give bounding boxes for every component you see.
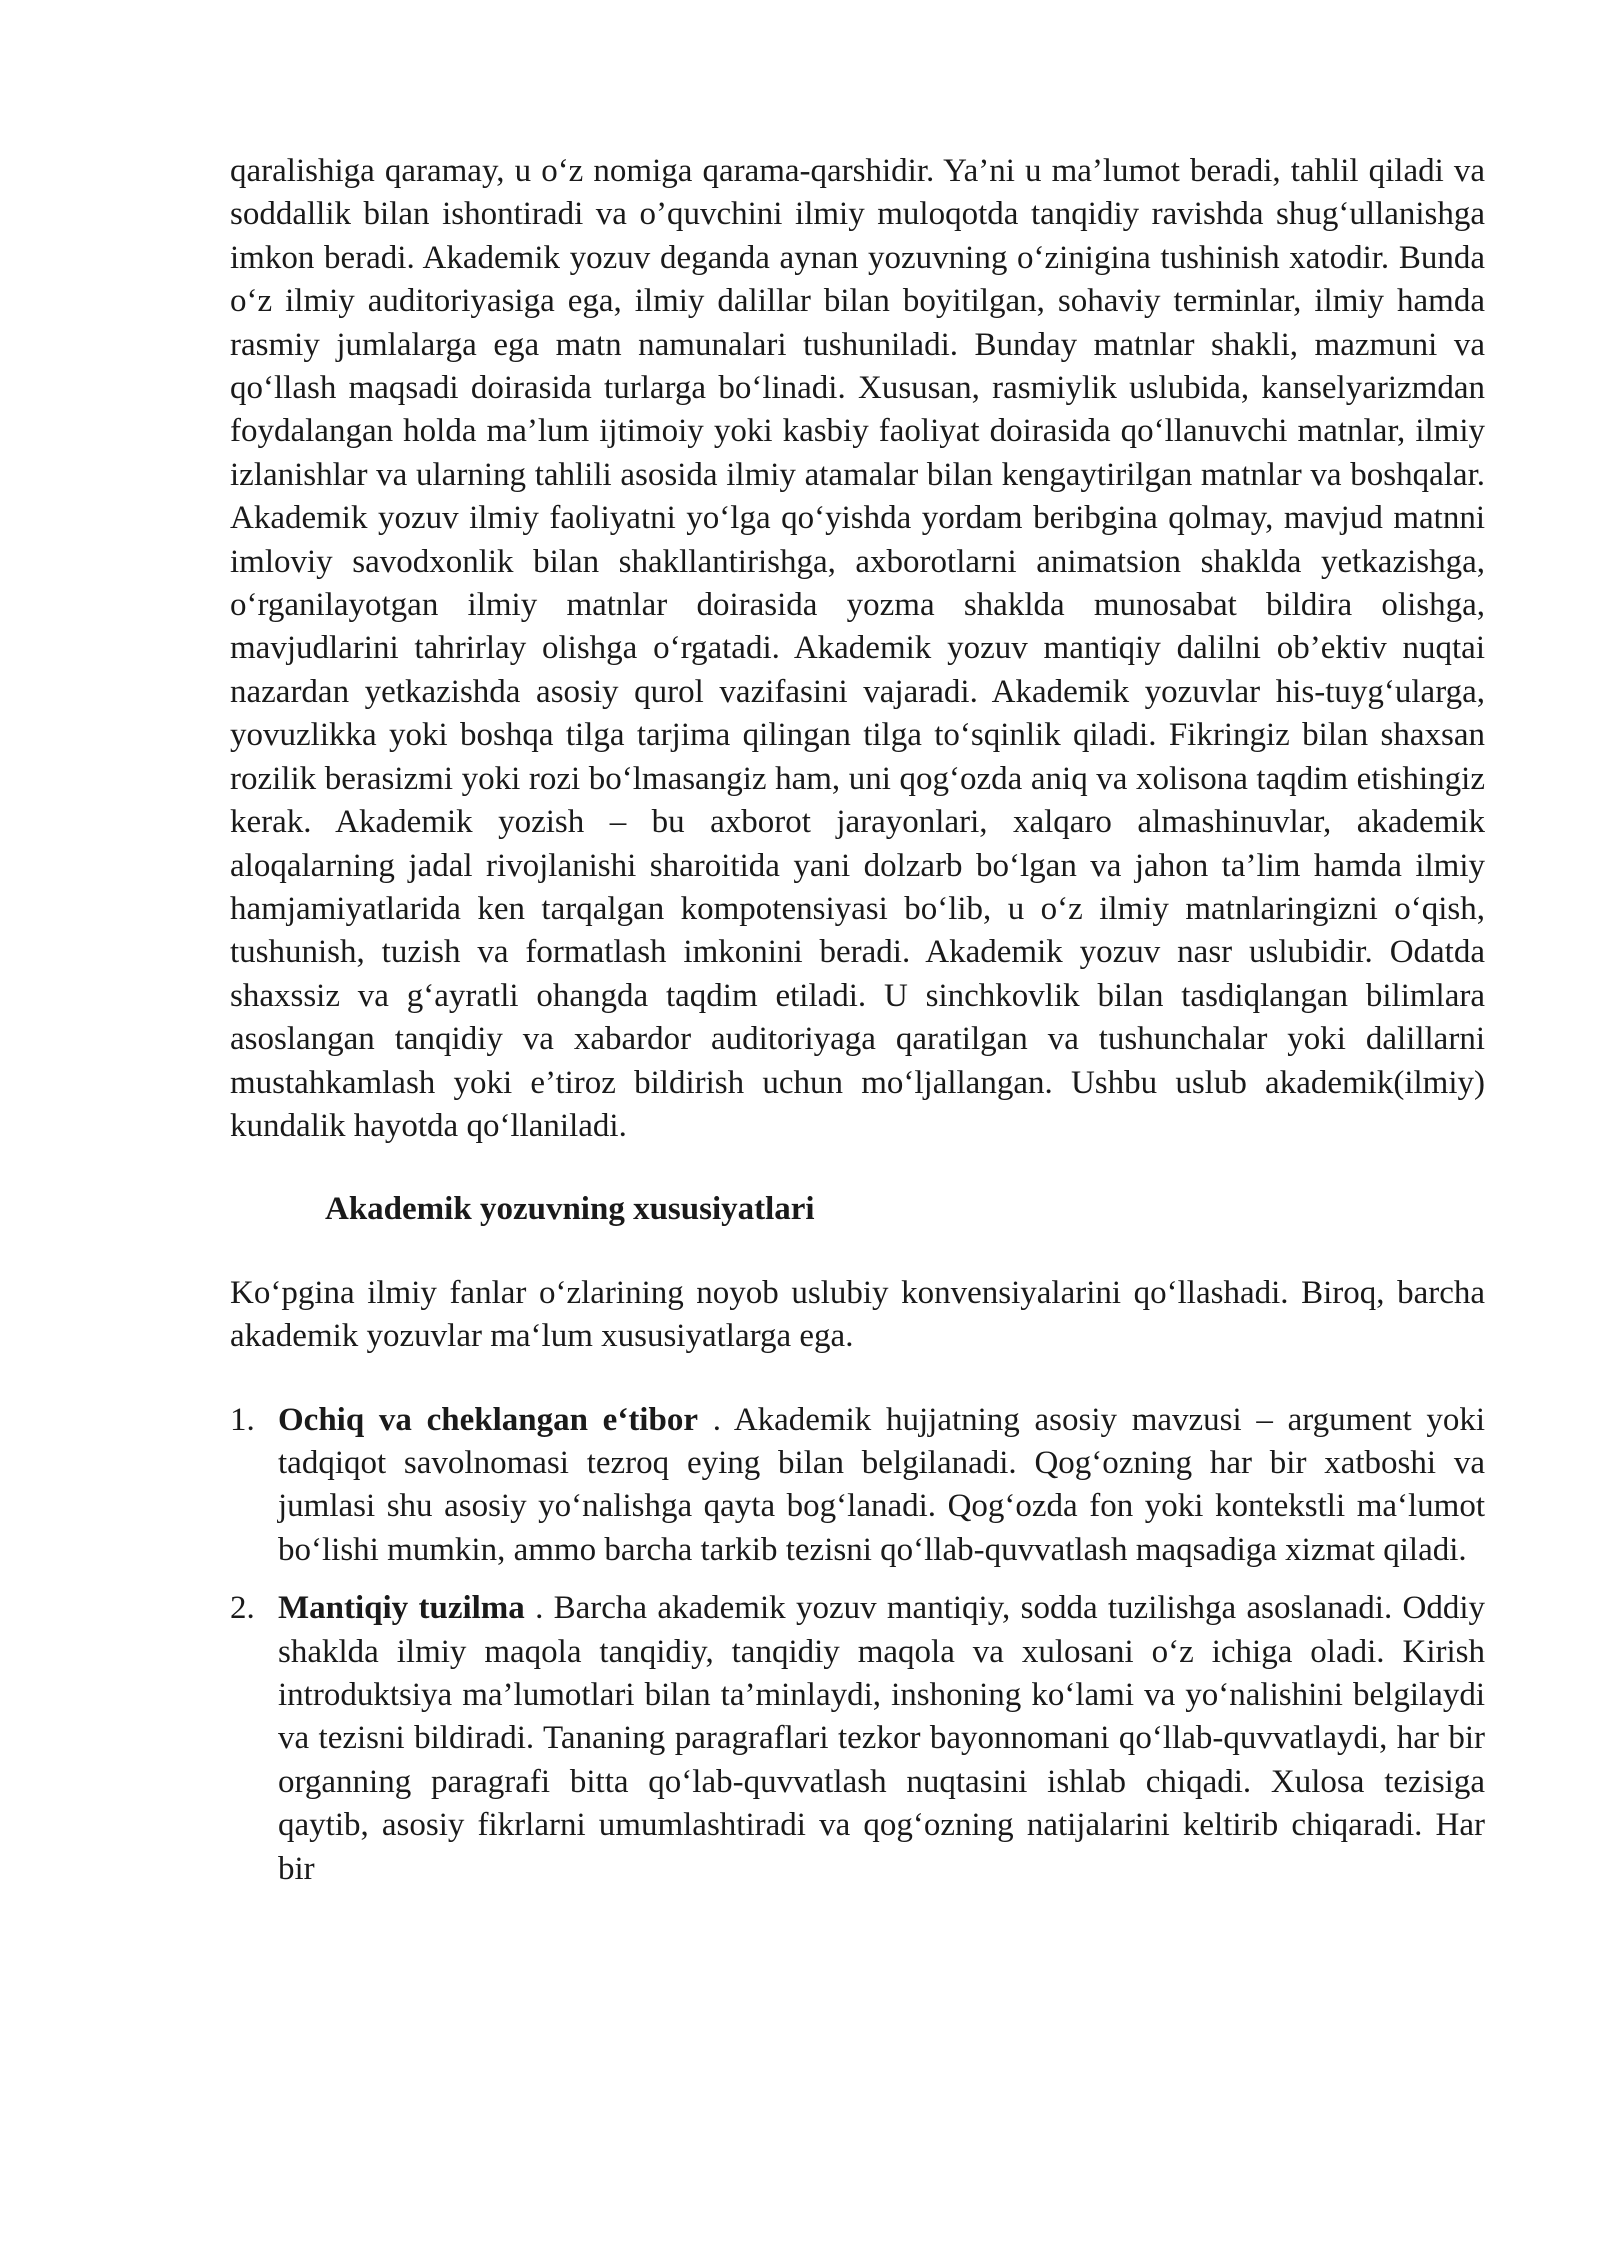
list-item-text: . Akademik hujjatning asosiy mavzusi – argument yoki tadqiqot savolnomasi tezroq eying bilan belgilanadi. Qog‘ozning har bir xatboshi va jumlasi shu asosiy yo‘nalishga qayta bog‘lanadi. Qog‘ozda fon yoki kontekstli ma‘lumot bo‘lishi mumkin, ammo barcha tarkib tezisni qo‘llab-quvvatlash maqsadiga xizmat qiladi. <box>278 1401 1485 1568</box>
list-item <box>230 1399 1485 1573</box>
list-item-text: . Barcha akademik yozuv mantiqiy, sodda tuzilishga asoslanadi. Oddiy shaklda ilmiy maqola tanqidiy, tanqidiy maqola va xulosani o‘z ichiga oladi. Kirish introduktsiya ma’lumotlari bilan ta’minlaydi, inshoning ko‘lami va yo‘nalishini belgilaydi va tezisni bildiradi. Tananing paragraflari tezkor bayonnomani qo‘llab-quvvatlaydi, har bir organning paragrafi bitta qo‘lab-quvvatlash nuqtasini ishlab chiqadi. Xulosa tezisiga qaytib, asosiy fikrlarni umumlashtiradi va qog‘ozning natijalarini keltirib chiqaradi. Har bir <box>278 1590 1485 1887</box>
list-item-number: 1. <box>230 1401 255 1438</box>
list-item <box>230 1587 1485 1891</box>
features-list <box>230 1399 1485 1891</box>
body-paragraph: qaralishiga qaramay, u o‘z nomiga qarama-qarshidir. Ya’ni u ma’lumot beradi, tahlil qiladi va soddallik bilan ishontiradi va o’quvchini ilmiy muloqotda tanqidiy ravishda shug‘ullanishga imkon beradi. Akademik yozuv deganda aynan yozuvning o‘zinigina tushinish xatodir. Bunda o‘z ilmiy auditoriyasiga ega, ilmiy dalillar bilan boyitilgan, sohaviy terminlar, ilmiy hamda rasmiy jumlalarga ega matn namunalari tushuniladi. Bunday matnlar shakli, mazmuni va qo‘llash maqsadi doirasida turlarga bo‘linadi. Xususan, rasmiylik uslubida, kanselyarizmdan foydalangan holda ma’lum ijtimoiy yoki kasbiy faoliyat doirasida qo‘llanuvchi matnlar, ilmiy izlanishlar va ularning tahlili asosida ilmiy atamalar bilan kengaytirilgan matnlar va boshqalar. Akademik yozuv ilmiy faoliyatni yo‘lga qo‘yishda yordam beribgina qolmay, mavjud matnni imloviy savodxonlik bilan shakllantirishga, axborotlarni animatsion shaklda yetkazishga, o‘rganilayotgan ilmiy matnlar doirasida yozma shaklda munosabat bildira olishga, mavjudlarini tahrirlay olishga o‘rgatadi. Akademik yozuv mantiqiy dalilni ob’ektiv nuqtai nazardan yetkazishda asosiy qurol vazifasini vajaradi. Akademik yozuvlar his-tuyg‘ularga, yovuzlikka yoki boshqa tilga tarjima qilingan tilga to‘sqinlik qiladi. Fikringiz bilan shaxsan rozilik berasizmi yoki rozi bo‘lmasangiz ham, uni qog‘ozda aniq va xolisona taqdim etishingiz kerak. Akademik yozish – bu axborot jarayonlari, xalqaro almashinuvlar, akademik aloqalarning jadal rivojlanishi sharoitida yani dolzarb bo‘lgan va jahon ta’lim hamda ilmiy hamjamiyatlarida ken tarqalgan kompotensiyasi bo‘lib, u o‘z ilmiy matnlaringizni o‘qish, tushunish, tuzish va formatlash imkonini beradi. Akademik yozuv nasr uslubidir. Odatda shaxssiz va g‘ayratli ohangda taqdim etiladi. U sinchkovlik bilan tasdiqlangan bilimlara asoslangan tanqidiy va xabardor auditoriyaga qaratilgan va tushunchalar yoki dalillarni mustahkamlash yoki e’tiroz bildirish uchun mo‘ljallangan. Ushbu uslub akademik(ilmiy) kundalik hayotda qo‘llaniladi. <box>230 153 1485 1144</box>
document-page <box>230 150 1485 1906</box>
list-item-number: 2. <box>230 1590 255 1627</box>
list-item-term: Mantiqiy tuzilma <box>278 1590 525 1627</box>
intro-paragraph: Ko‘pgina ilmiy fanlar o‘zlarining noyob uslubiy konvensiyalarini qo‘llashadi. Biroq, barcha akademik yozuvlar ma‘lum xususiyatlarga ega. <box>230 1274 1485 1355</box>
section-heading: Akademik yozuvning xususiyatlari <box>325 1191 815 1228</box>
list-item-term: Ochiq va cheklangan e‘tibor <box>278 1401 698 1438</box>
